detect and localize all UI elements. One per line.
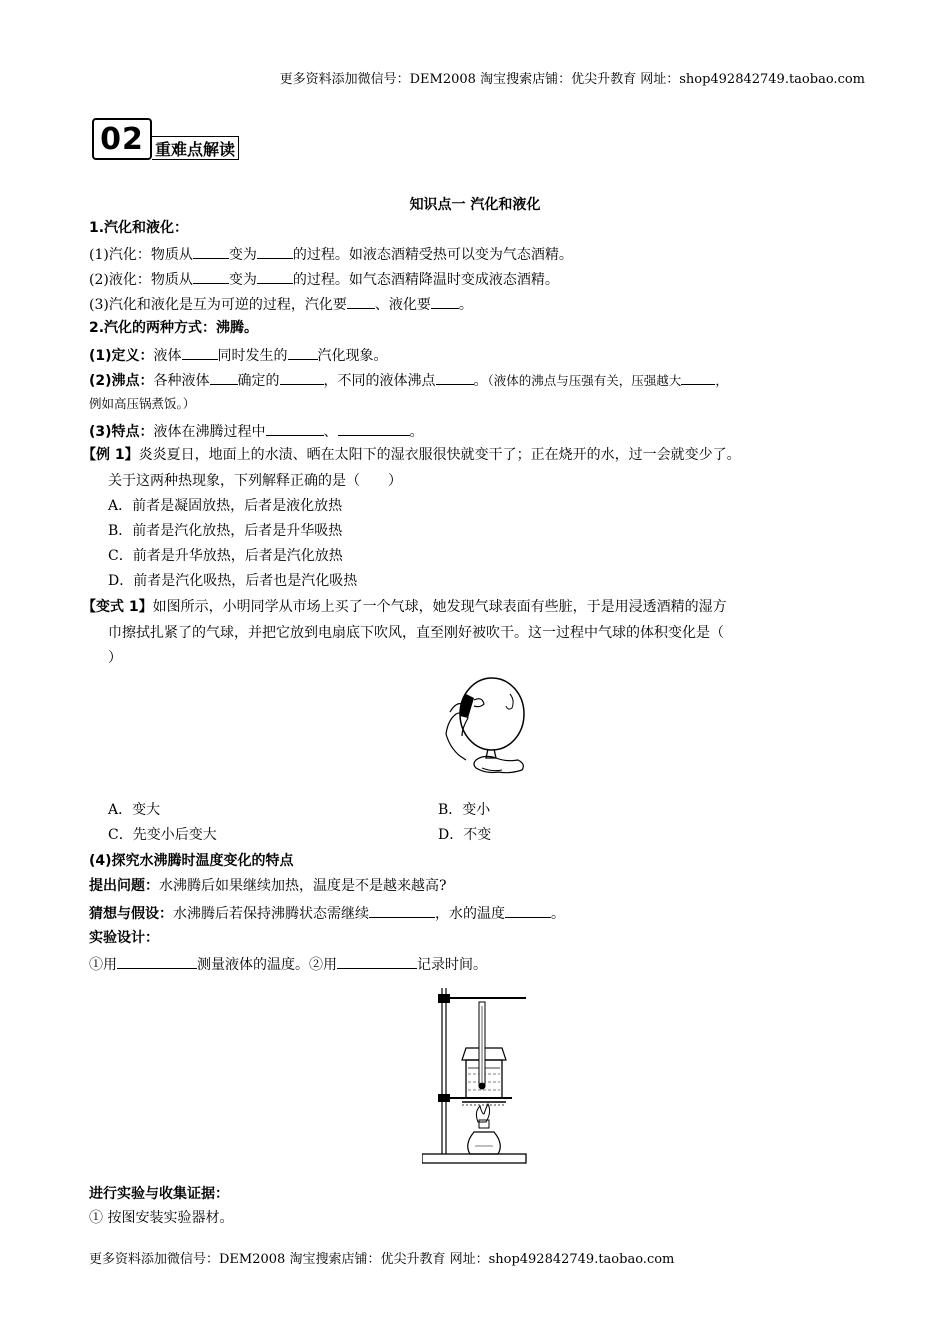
s1-heading: 1.汽化和液化： [89, 220, 189, 236]
section-number: 02 [92, 118, 152, 160]
s4-experiment-label: 进行实验与收集证据： [89, 1186, 229, 1202]
example-1-option-a: A．前者是凝固放热，后者是液化放热 [108, 498, 343, 514]
s4-hypothesis: 猜想与假设：水沸腾后若保持沸腾状态需继续 ，水的温度 。 [89, 902, 565, 924]
example-1-option-c: C．前者是升华放热，后者是汽化放热 [108, 548, 343, 564]
variant-1-option-b: B．变小 [438, 802, 491, 818]
example-1-option-b: B．前者是汽化放热，后者是升华吸热 [108, 523, 343, 539]
s4-experiment-step-1: ① 按图安装实验器材。 [89, 1210, 234, 1226]
balloon-figure [436, 672, 536, 782]
page-footer: 更多资料添加微信号：DEM2008 淘宝搜索店铺：优尖升教育 网址：shop492842749.taobao.com [89, 1252, 675, 1267]
s4-heading: (4)探究水沸腾时温度变化的特点 [89, 853, 294, 869]
variant-1-question-cont: 巾擦拭扎紧了的气球，并把它放到电扇底下吹风，直至刚好被吹干。这一过程中气球的体积变化是（ [108, 625, 724, 641]
boiling-apparatus-figure [422, 982, 532, 1168]
variant-1-question: 【变式 1】如图所示，小明同学从市场上买了一个气球，她发现气球表面有些脏，于是用浸透酒精的湿方 [82, 599, 727, 615]
example-1-option-d: D．前者是汽化吸热，后者也是汽化吸热 [108, 573, 358, 589]
page-header: 更多资料添加微信号：DEM2008 淘宝搜索店铺：优尖升教育 网址：shop492842749.taobao.com [279, 72, 865, 87]
s2-heading: 2.汽化的两种方式：沸腾。 [89, 320, 259, 336]
example-1-question-cont: 关于这两种热现象，下列解释正确的是（ ） [108, 473, 402, 489]
s4-design: ①用 测量液体的温度。②用 记录时间。 [89, 953, 487, 975]
section-title: 重难点解读 [152, 136, 239, 160]
section-badge [92, 118, 239, 160]
variant-1-option-c: C．先变小后变大 [108, 827, 217, 843]
s4-design-label: 实验设计： [89, 930, 159, 946]
variant-1-option-a: A．变大 [108, 802, 161, 818]
s1-line-3: (3)汽化和液化是互为可逆的过程，汽化要 、液化要 。 [89, 293, 473, 315]
knowledge-point-title: 知识点一 汽化和液化 [409, 197, 541, 213]
variant-1-option-d: D．不变 [438, 827, 492, 843]
example-1-question: 【例 1】炎炎夏日，地面上的水渍、晒在太阳下的湿衣服很快就变干了；正在烧开的水，过一会就变少了。 [82, 447, 741, 463]
s1-line-2: (2)液化：物质从 变为 的过程。如气态酒精降温时变成液态酒精。 [89, 268, 559, 290]
s1-line-1: (1)汽化：物质从 变为 的过程。如液态酒精受热可以变为气态酒精。 [89, 243, 573, 265]
s2-boiling-point: (2)沸点：各种液体 确定的 ，不同的液体沸点 。（液体的沸点与压强有关，压强越大 ， [89, 369, 728, 391]
s2-feature: (3)特点：液体在沸腾过程中 、 。 [89, 420, 424, 442]
s2-boiling-point-note: 例如高压锅煮饭。） [89, 396, 196, 411]
s2-definition: (1)定义：液体 同时发生的 汽化现象。 [89, 344, 388, 366]
s4-question: 提出问题：水沸腾后如果继续加热，温度是不是越来越高? [89, 878, 447, 894]
variant-1-question-end: ） [108, 650, 122, 666]
